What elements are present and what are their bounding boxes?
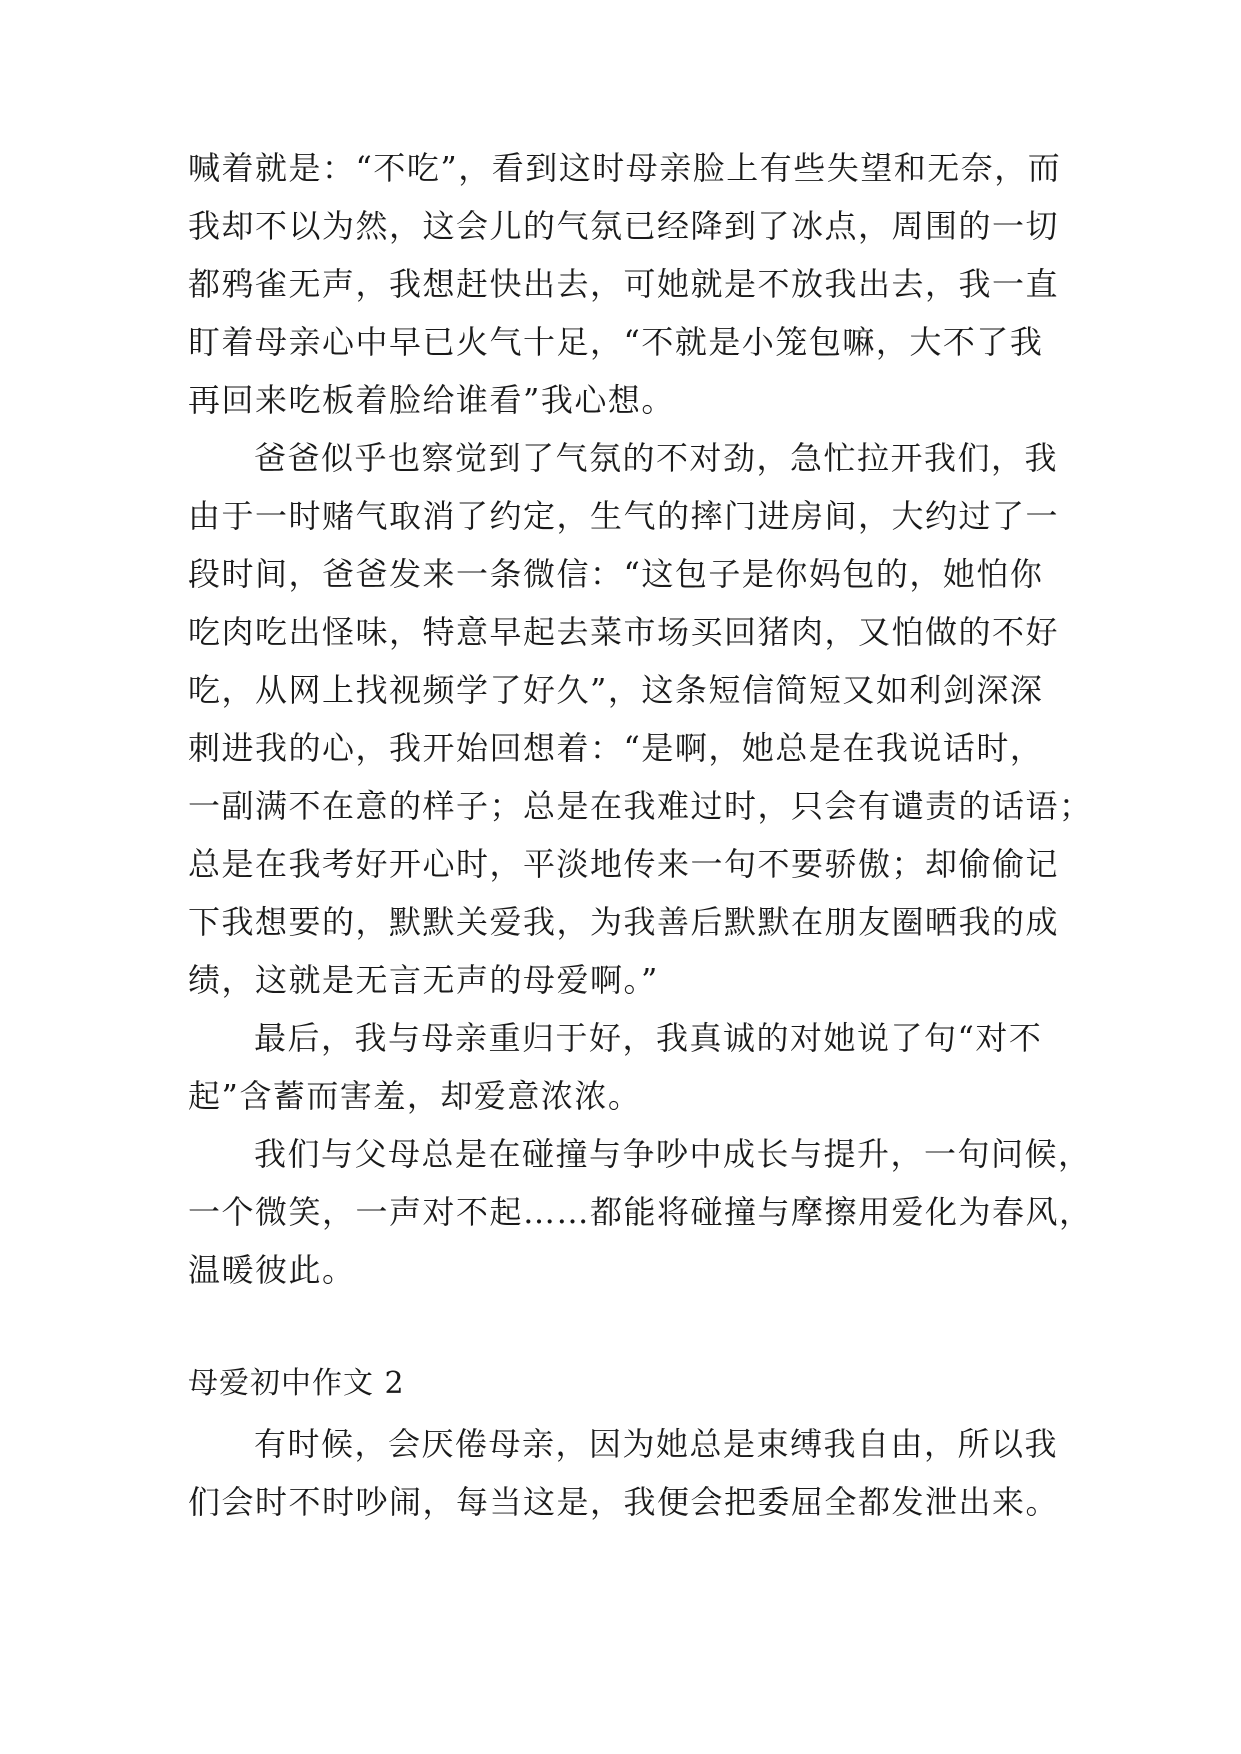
paragraph-2-line-8: 总是在我考好开心时，平淡地传来一句不要骄傲；却偷偷记: [188, 845, 1060, 883]
paragraph-2-line-5: 吃，从网上找视频学了好久”，这条短信简短又如利剑深深: [188, 671, 1044, 709]
paragraph-2-line-3: 段时间，爸爸发来一条微信：“这包子是你妈包的，她怕你: [188, 555, 1044, 593]
paragraph-2-line-4: 吃肉吃出怪味，特意早起去菜市场买回猪肉，又怕做的不好: [188, 613, 1060, 651]
paragraph-4-line-3: 温暖彼此。: [188, 1251, 356, 1289]
paragraph-5-line-1: 有时候，会厌倦母亲，因为她总是束缚我自由，所以我: [254, 1425, 1059, 1463]
paragraph-1-line-2: 我却不以为然，这会儿的气氛已经降到了冰点，周围的一切: [188, 207, 1060, 245]
paragraph-1-line-3: 都鸦雀无声，我想赶快出去，可她就是不放我出去，我一直: [188, 265, 1060, 303]
paragraph-2-line-7: 一副满不在意的样子；总是在我难过时，只会有谴责的话语；: [188, 787, 1093, 825]
paragraph-2-line-2: 由于一时赌气取消了约定，生气的摔门进房间，大约过了一: [188, 497, 1060, 535]
paragraph-2-line-1: 爸爸似乎也察觉到了气氛的不对劲，急忙拉开我们，我: [254, 439, 1059, 477]
paragraph-3-line-1: 最后，我与母亲重归于好，我真诚的对她说了句“对不: [254, 1019, 1043, 1057]
paragraph-5-line-2: 们会时不时吵闹，每当这是，我便会把委屈全都发泄出来。: [188, 1483, 1060, 1521]
paragraph-4-line-1: 我们与父母总是在碰撞与争吵中成长与提升，一句问候，: [254, 1135, 1092, 1173]
paragraph-2-line-9: 下我想要的，默默关爱我，为我善后默默在朋友圈晒我的成: [188, 903, 1060, 941]
paragraph-2-line-10: 绩，这就是无言无声的母爱啊。”: [188, 961, 659, 999]
paragraph-3-line-2: 起”含蓄而害羞，却爱意浓浓。: [188, 1077, 642, 1115]
paragraph-1-line-5: 再回来吃板着脸给谁看”我心想。: [188, 381, 675, 419]
section-heading: 母爱初中作文 2: [188, 1366, 405, 1401]
paragraph-4-line-2: 一个微笑，一声对不起……都能将碰撞与摩擦用爱化为春风，: [188, 1193, 1093, 1231]
paragraph-1-line-1: 喊着就是：“不吃”，看到这时母亲脸上有些失望和无奈，而: [188, 149, 1062, 187]
paragraph-2-line-6: 刺进我的心，我开始回想着：“是啊，她总是在我说话时，: [188, 729, 1044, 767]
paragraph-1-line-4: 盯着母亲心中早已火气十足，“不就是小笼包嘛，大不了我: [188, 323, 1044, 361]
